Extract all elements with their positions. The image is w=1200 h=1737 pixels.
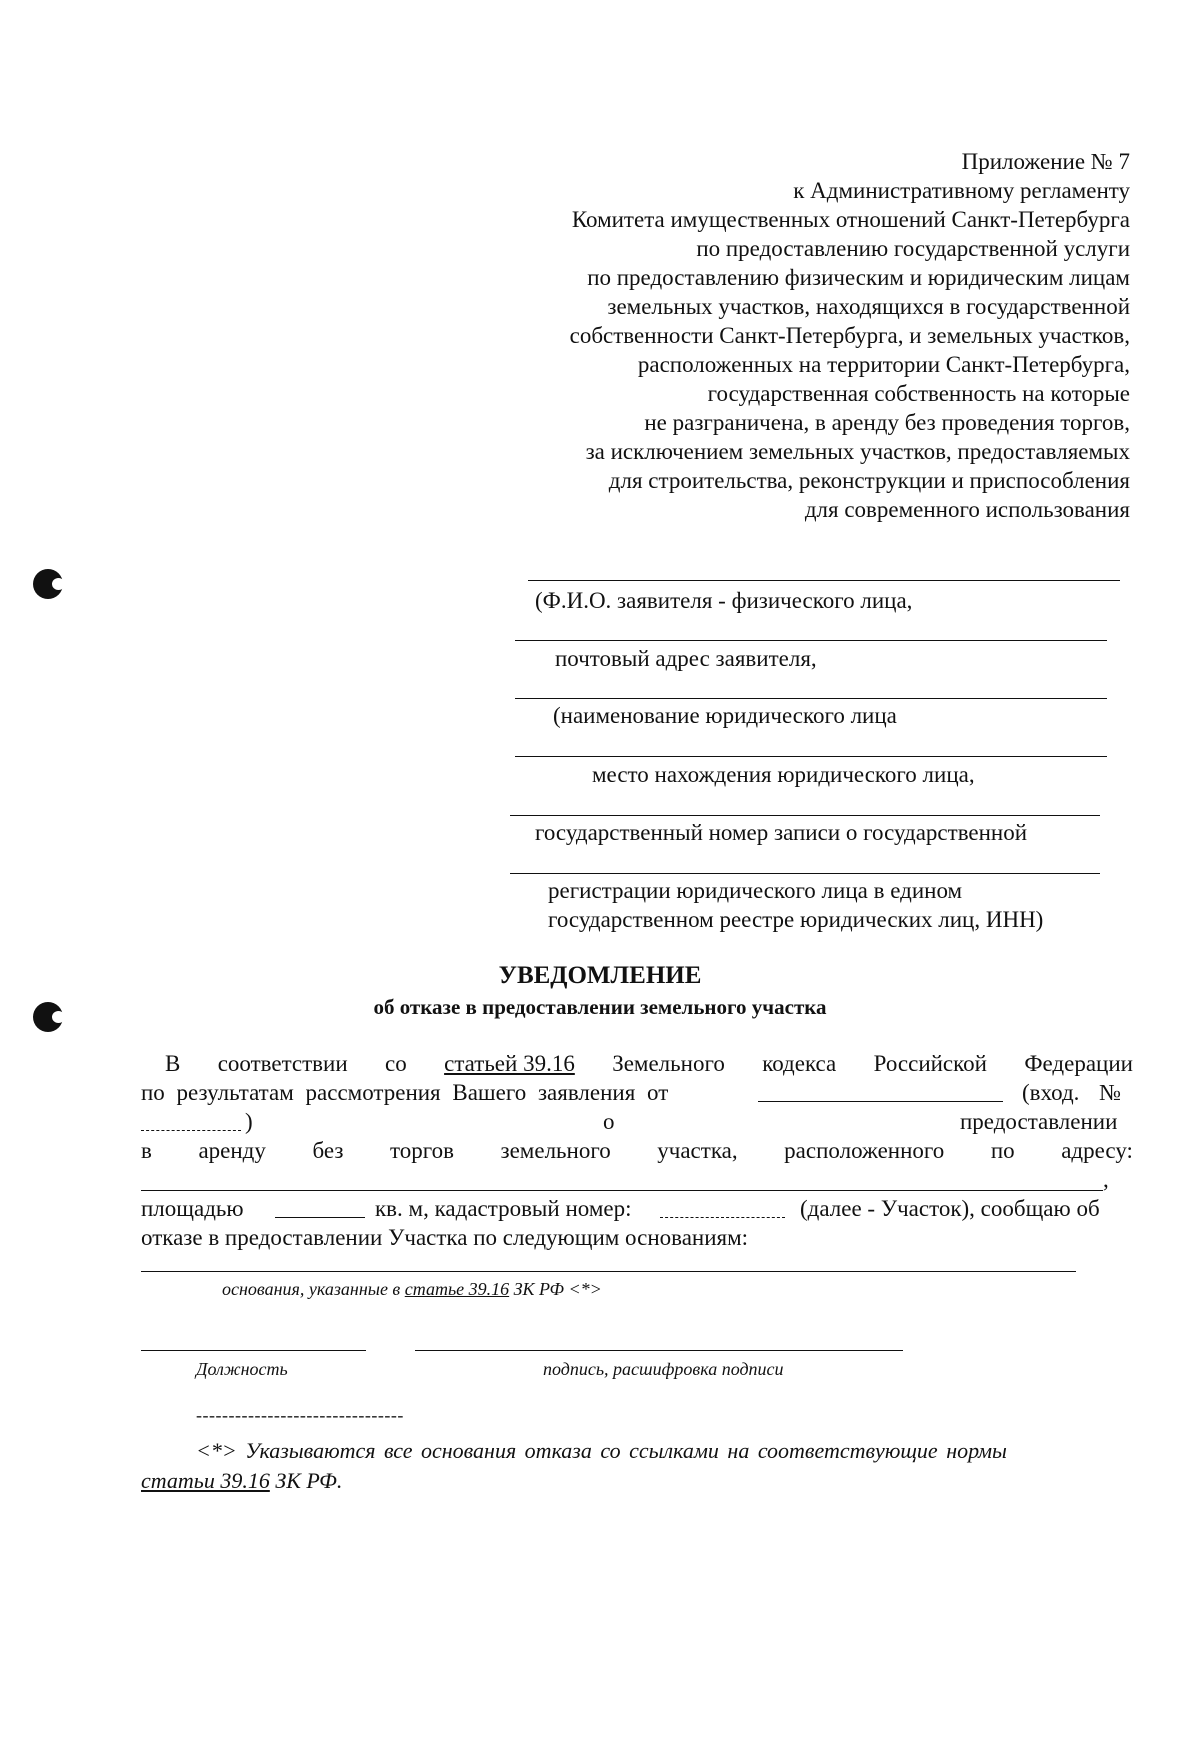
body-word: в bbox=[141, 1138, 152, 1163]
cadastral-label: кв. м, кадастровый номер: bbox=[375, 1196, 632, 1221]
area-label: площадью bbox=[141, 1196, 244, 1221]
annex-line: по предоставлению государственной услуги bbox=[696, 236, 1130, 261]
annex-line: земельных участков, находящихся в государственной bbox=[607, 294, 1130, 319]
body-text: отказе в предоставлении Участка по следующим основаниям: bbox=[141, 1225, 749, 1250]
annex-line: расположенных на территории Санкт-Петербурга, bbox=[637, 352, 1130, 377]
body-word: участка, bbox=[657, 1138, 738, 1163]
body-word: В bbox=[165, 1051, 181, 1076]
grounds-caption bbox=[222, 1279, 602, 1300]
body-word: по bbox=[990, 1138, 1015, 1163]
registration-label: государственном реестре юридических лиц, ИНН) bbox=[548, 907, 1044, 932]
registration-label: регистрации юридического лица в едином bbox=[548, 878, 963, 903]
body-word: торгов bbox=[389, 1138, 454, 1163]
registration-blank-line[interactable] bbox=[510, 873, 1100, 874]
body-line-4 bbox=[141, 1138, 1133, 1168]
fio-label: (Ф.И.О. заявителя - физического лица, bbox=[535, 588, 913, 613]
fio-blank-line[interactable] bbox=[528, 580, 1120, 581]
grounds-field[interactable] bbox=[141, 1271, 1076, 1272]
body-line-1 bbox=[165, 1051, 1133, 1081]
body-text: , bbox=[1103, 1167, 1109, 1192]
footnote-separator: -------------------------------- bbox=[196, 1405, 404, 1425]
incoming-number-label: (вход. № bbox=[1022, 1080, 1122, 1105]
grounds-text: основания, указанные в bbox=[222, 1279, 401, 1299]
punch-hole-icon bbox=[33, 569, 63, 599]
location-blank-line[interactable] bbox=[515, 756, 1107, 757]
footnote-text: <*> Указываются все основания отказа со ссылками на соответствующие нормы bbox=[196, 1438, 1007, 1463]
body-word: со bbox=[385, 1051, 407, 1076]
annex-line: к Административному регламенту bbox=[793, 178, 1130, 203]
body-line-2 bbox=[141, 1080, 1133, 1110]
annex-line: за исключением земельных участков, предоставляемых bbox=[585, 439, 1130, 464]
annex-line: не разграничена, в аренду без проведения торгов, bbox=[644, 410, 1130, 435]
document-subtitle: об отказе в предоставлении земельного участка bbox=[373, 995, 827, 1019]
grounds-text: ЗК РФ <*> bbox=[513, 1279, 602, 1299]
body-word: соответствии bbox=[217, 1051, 348, 1076]
article-link[interactable]: статьи 39.16 bbox=[141, 1468, 270, 1493]
body-word: Земельного bbox=[612, 1051, 725, 1076]
application-date-field[interactable] bbox=[758, 1101, 1003, 1102]
incoming-number-field[interactable] bbox=[141, 1130, 241, 1131]
location-label: место нахождения юридического лица, bbox=[592, 762, 975, 787]
cadastral-number-field[interactable] bbox=[660, 1217, 785, 1218]
body-text: (далее - Участок), сообщаю об bbox=[800, 1196, 1100, 1221]
body-text: предоставлении bbox=[960, 1109, 1118, 1134]
body-word: без bbox=[312, 1138, 344, 1163]
annex-line: для строительства, реконструкции и приспособления bbox=[608, 468, 1130, 493]
postal-blank-line[interactable] bbox=[515, 640, 1107, 641]
legal-name-blank-line[interactable] bbox=[515, 698, 1107, 699]
body-text: ) bbox=[245, 1109, 253, 1134]
position-caption: Должность bbox=[196, 1359, 288, 1379]
footnote-tail: ЗК РФ. bbox=[275, 1468, 343, 1493]
body-word: Российской bbox=[873, 1051, 987, 1076]
annex-line: собственности Санкт-Петербурга, и земельных участков, bbox=[569, 323, 1130, 348]
signature-field[interactable] bbox=[415, 1350, 903, 1351]
body-word: аренду bbox=[198, 1138, 266, 1163]
reg-number-label: государственный номер записи о государственной bbox=[535, 820, 1028, 845]
signature-caption: подпись, расшифровка подписи bbox=[543, 1359, 784, 1379]
article-link[interactable]: статьей 39.16 bbox=[444, 1051, 575, 1076]
body-word: Федерации bbox=[1024, 1051, 1133, 1076]
body-word: расположенного bbox=[784, 1138, 945, 1163]
article-link[interactable]: статье 39.16 bbox=[404, 1279, 510, 1299]
document-title: УВЕДОМЛЕНИЕ bbox=[498, 962, 702, 989]
footnote-text-2 bbox=[141, 1468, 1133, 1494]
body-word: земельного bbox=[500, 1138, 611, 1163]
area-field[interactable] bbox=[275, 1217, 365, 1218]
annex-line: Приложение № 7 bbox=[961, 149, 1130, 174]
body-text: по результатам рассмотрения Вашего заявления от bbox=[141, 1080, 669, 1105]
body-word: кодекса bbox=[762, 1051, 837, 1076]
annex-line: Комитета имущественных отношений Санкт-Петербурга bbox=[571, 207, 1130, 232]
postal-label: почтовый адрес заявителя, bbox=[555, 646, 817, 671]
body-word: адресу: bbox=[1061, 1138, 1133, 1163]
legal-name-label: (наименование юридического лица bbox=[553, 703, 897, 728]
body-text: о bbox=[603, 1109, 615, 1134]
reg-number-blank-line[interactable] bbox=[510, 815, 1100, 816]
position-field[interactable] bbox=[141, 1350, 366, 1351]
annex-line: государственная собственность на которые bbox=[707, 381, 1130, 406]
address-field[interactable] bbox=[141, 1190, 1103, 1191]
annex-line: для современного использования bbox=[804, 497, 1130, 522]
annex-header bbox=[430, 147, 1130, 524]
annex-line: по предоставлению физическим и юридическим лицам bbox=[587, 265, 1130, 290]
